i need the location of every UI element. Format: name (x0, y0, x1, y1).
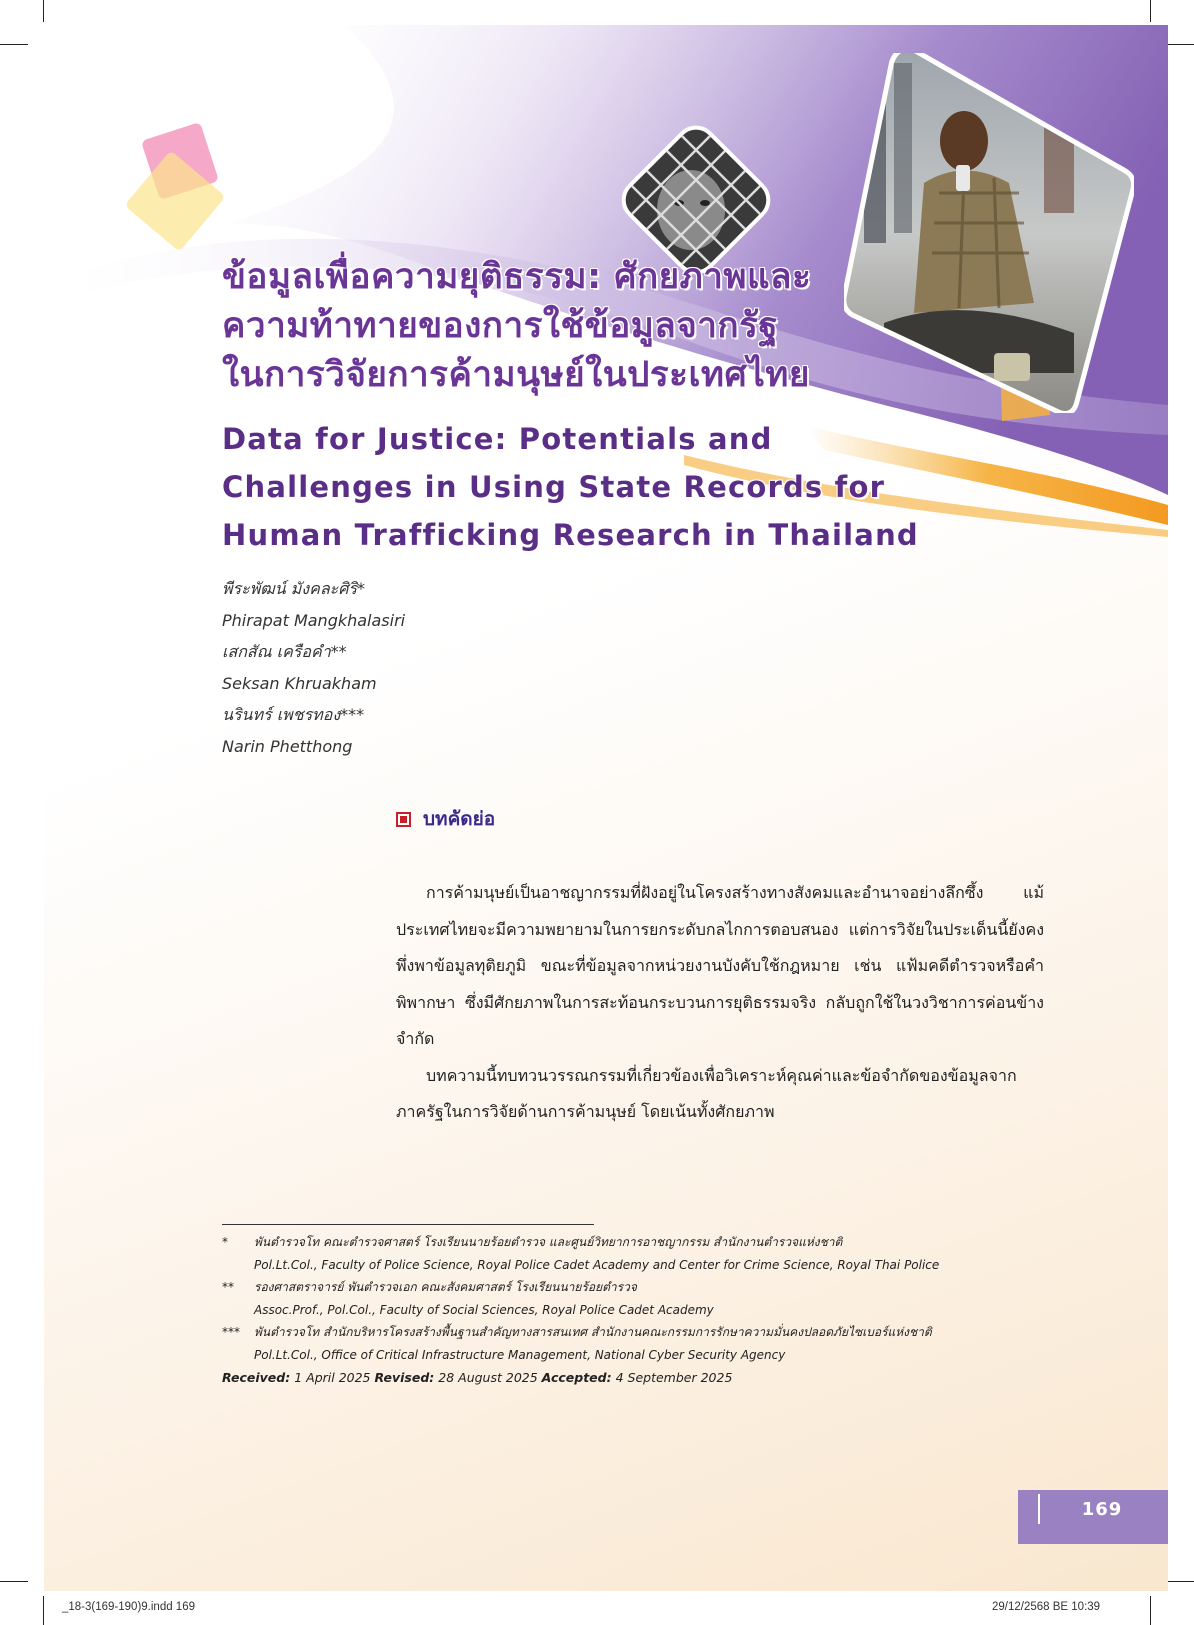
footnote-text: Assoc.Prof., Pol.Col., Faculty of Social Sciences, Royal Police Cadet Academy (254, 1302, 714, 1317)
title-thai-line: ข้อมูลเพื่อความยุติธรรม: ศักยภาพและ (222, 257, 812, 297)
author-name-thai: เสกสัณ เครือคำ** (222, 642, 347, 661)
title-english-line: Challenges in Using State Records for (222, 470, 886, 504)
title-thai-line: ในการวิจัยการค้ามนุษย์ในประเทศไทย (222, 355, 810, 395)
footnotes (222, 1231, 1052, 1389)
footnote-mark (222, 1254, 254, 1277)
crop-mark (0, 44, 28, 45)
footnote (222, 1231, 1052, 1254)
crop-mark (1166, 1581, 1194, 1582)
author-name-thai: พีระพัฒน์ มังคละศิริ* (222, 579, 365, 598)
revised-date: 28 August 2025 (438, 1370, 538, 1385)
crop-mark (1150, 1596, 1151, 1625)
received-label: Received: (222, 1370, 291, 1385)
title-english-line: Human Trafficking Research in Thailand (222, 518, 919, 552)
crop-mark (43, 0, 44, 22)
author-list (222, 573, 722, 762)
title-thai (222, 253, 962, 400)
crop-mark (1150, 0, 1151, 22)
title-english-line: Data for Justice: Potentials and (222, 422, 773, 456)
revised-label: Revised: (374, 1370, 435, 1385)
square-bullet-icon (396, 812, 411, 827)
footnote-text: รองศาสตราจารย์ พันตำรวจเอก คณะสังคมศาสตร์ โรงเรียนนายร้อยตำรวจ (254, 1280, 637, 1294)
title-thai-line: ความท้าทายของการใช้ข้อมูลจากรัฐ (222, 306, 779, 346)
abstract-paragraph: การค้ามนุษย์เป็นอาชญากรรมที่ฝังอยู่ในโครงสร้างทางสังคมและอำนาจอย่างลึกซึ้ง แม้ประเทศไทยจะมีความพยายามในการยกระดับกลไกการตอบสนอง แต่การวิจัยในประเด็นนี้ยังคงพึ่งพาข้อมูลทุติยภูมิ ขณะที่ข้อมูลจากหน่วยงานบังคับใช้กฎหมาย เช่น แฟ้มคดีตำรวจหรือคำพิพากษา ซึ่งมีศักยภาพในการสะท้อนกระบวนการยุติธรรมจริง กลับถูกใช้ในวงวิชาการค่อนข้างจำกัด (396, 883, 1044, 1048)
print-slug-date: 29/12/2568 BE 10:39 (992, 1601, 1101, 1613)
footnote-mark: ** (222, 1280, 234, 1294)
abstract-body (396, 875, 1044, 1131)
received-date: 1 April 2025 (294, 1370, 371, 1385)
footnote (222, 1299, 1052, 1322)
author-name-english: Seksan Khruakham (222, 673, 377, 693)
footnote-mark (222, 1299, 254, 1322)
abstract-heading-text: บทคัดย่อ (423, 808, 496, 830)
accepted-label: Accepted: (541, 1370, 612, 1385)
abstract-paragraph: บทความนี้ทบทวนวรรณกรรมที่เกี่ยวข้องเพื่อวิเคราะห์คุณค่าและข้อจำกัดของข้อมูลจากภาครัฐในการวิจัยด้านการค้ามนุษย์ โดยเน้นทั้งศักยภาพ (396, 1065, 1017, 1121)
author-name-english: Narin Phetthong (222, 736, 353, 756)
footnote-text: Pol.Lt.Col., Faculty of Police Science, Royal Police Cadet Academy and Center for Crime Science, Royal Thai Police (254, 1257, 940, 1272)
crop-mark (0, 1581, 28, 1582)
footnote-mark: *** (222, 1325, 240, 1339)
author-name-english: Phirapat Mangkhalasiri (222, 610, 406, 630)
crop-mark (43, 1596, 44, 1625)
page-number: 169 (1081, 1499, 1123, 1520)
footnote (222, 1321, 1052, 1344)
footnote-mark: * (222, 1235, 228, 1249)
footnote (222, 1344, 1052, 1367)
submission-dates (222, 1367, 1052, 1389)
footnote (222, 1276, 1052, 1299)
author-name-thai: นรินทร์ เพชรทอง*** (222, 705, 365, 724)
page-number-divider (1038, 1494, 1040, 1524)
print-slug-file: _18-3(169-190)9.indd 169 (62, 1601, 195, 1613)
footnote-mark (222, 1344, 254, 1367)
footnote-text: Pol.Lt.Col., Office of Critical Infrastructure Management, National Cyber Security Agency (254, 1347, 786, 1362)
footnote-text: พันตำรวจโท สำนักบริหารโครงสร้างพื้นฐานสำคัญทางสารสนเทศ สำนักงานคณะกรรมการรักษาความมั่นคงปลอดภัยไซเบอร์แห่งชาติ (254, 1325, 932, 1339)
journal-page (44, 25, 1168, 1591)
crop-mark (1166, 44, 1194, 45)
accepted-date: 4 September 2025 (615, 1370, 733, 1385)
footnote-text: พันตำรวจโท คณะตำรวจศาสตร์ โรงเรียนนายร้อยตำรวจ และศูนย์วิทยาการอาชญากรรม สำนักงานตำรวจแห่งชาติ (254, 1235, 843, 1249)
footnote-divider (222, 1224, 594, 1225)
title-english (222, 415, 1002, 559)
abstract-heading (396, 804, 495, 834)
footnote (222, 1254, 1052, 1277)
